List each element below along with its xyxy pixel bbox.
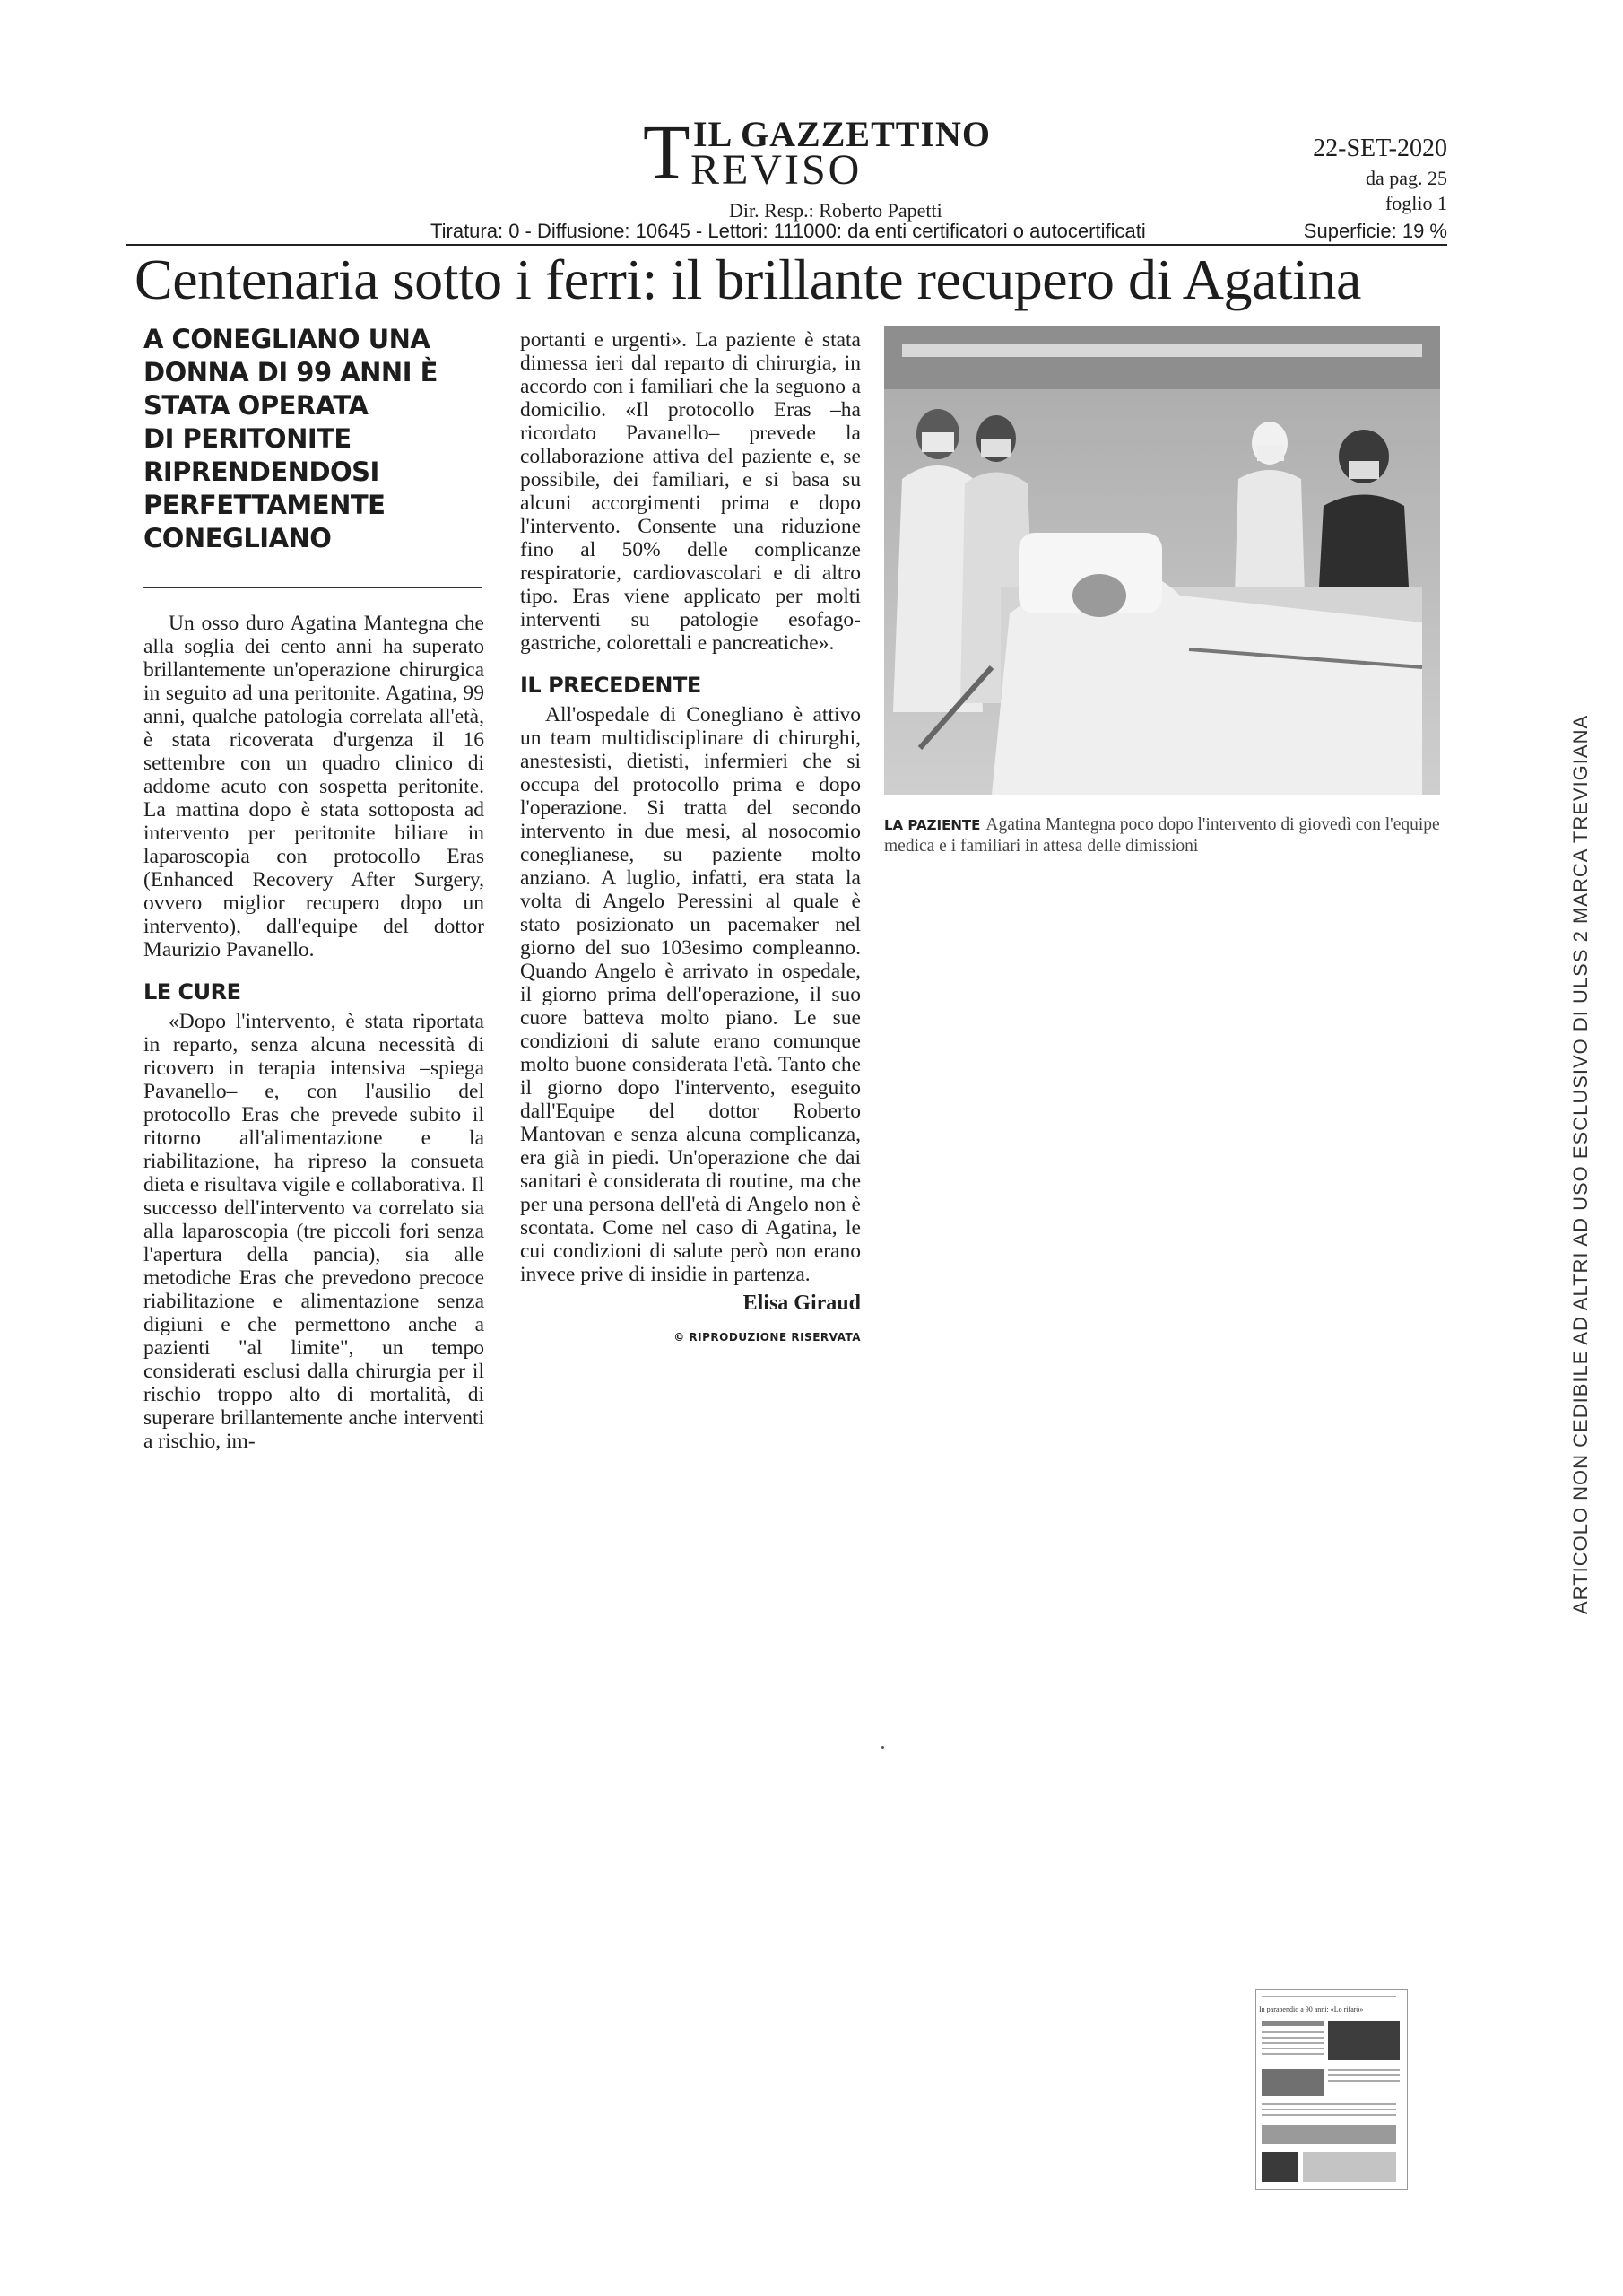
- scan-dot: [881, 1746, 884, 1749]
- body-paragraph: «Dopo l'intervento, è stata riportata in reparto, senza alcuna necessità di ricovero in terapia intensiva –spiega Pavanello– e, con l'ausilio del protocollo Eras che prevede subito il ritorno all'alimentazione e la riabilitazione, ha ripreso la consueta dieta e risultava vigile e collaborativa. Il successo dell'intervento va correlato sia alla laparoscopia (tre piccoli fori senza l'apertura della pancia), sia alle metodiche Eras che prevedono precoce riabilitazione e alimentazione senza digiuni e che permettono anche a pazienti "al limite", un tempo considerati esclusi dalla chirurgia per il rischio troppo alto di mortalità, di superare brillantemente anche interventi a rischio, im-: [143, 1010, 484, 1453]
- sheet-number: foglio 1: [1384, 192, 1447, 214]
- kicker-line: STATA OPERATA: [143, 390, 369, 421]
- caption-label: LA PAZIENTE: [884, 817, 981, 833]
- masthead-logo-initial: T: [643, 109, 689, 195]
- masthead-title: IL GAZZETTINO: [693, 114, 992, 154]
- article-column-2: [520, 328, 861, 1349]
- kicker-line: PERFETTAMENTE: [143, 490, 386, 520]
- issue-date: 22-SET-2020: [1313, 135, 1447, 162]
- thumb-photo: [1262, 2069, 1324, 2096]
- body-paragraph: Un osso duro Agatina Mantegna che alla soglia dei cento anni ha superato brillantemente un'operazione chirurgica in seguito ad una peritonite. Agatina, 99 anni, qualche patologia correlata all'età, è stata ricoverata d'urgenza il 16 settembre con un quadro clinico di addome acuto con sospetta peritonite. La mattina dopo è stata sottoposta ad intervento per peritonite biliare in laparoscopia con protocollo Eras (Enhanced Recovery After Surgery, ovvero miglior recupero dopo un intervento), dall'equipe del dottor Maurizio Pavanello.: [143, 612, 484, 961]
- thumb-rule: [1262, 1996, 1396, 1997]
- masthead-city: REVISO: [690, 146, 863, 194]
- article-headline: Centenaria sotto i ferri: il brillante recupero di Agatina: [135, 248, 1361, 311]
- thumb-text-block: [1262, 2021, 1324, 2026]
- kicker-rule: [143, 587, 482, 588]
- photo-caption: [884, 814, 1440, 857]
- page-thumbnail: [1255, 1989, 1408, 2190]
- kicker-line: DI PERITONITE: [143, 423, 352, 454]
- thumb-photo: [1328, 2021, 1400, 2060]
- thumbnail-headline: In parapendio a 90 anni: «Lo rifarò»: [1259, 2005, 1364, 2013]
- section-subhead: LE CURE: [143, 979, 241, 1004]
- caption-text: Agatina Mantegna poco dopo l'intervento di giovedì con l'equipe medica e i familiari in attesa delle dimissioni: [884, 815, 1440, 856]
- body-paragraph: portanti e urgenti». La paziente è stata dimessa ieri dal reparto di chirurgia, in accordo con i familiari che la seguono a domicilio. «Il protocollo Eras –ha ricordato Pavanello– prevede la collaborazione attiva del paziente e, se possibile, dei familiari, e si basa su alcuni accorgimenti prima e dopo l'intervento. Consente una riduzione fino al 50% delle complicanze respiratorie, cardiovascolari e di altro tipo. Eras viene applicato per molti interventi su patologie esofago-gastriche, colorettali e pancreatiche».: [520, 328, 861, 655]
- article-kicker: [143, 323, 484, 555]
- masthead-director: Dir. Resp.: Roberto Papetti: [729, 199, 942, 222]
- kicker-location: CONEGLIANO: [143, 523, 332, 553]
- section-subhead: IL PRECEDENTE: [520, 673, 701, 698]
- article-photo: [884, 326, 1440, 795]
- body-paragraph: All'ospedale di Conegliano è attivo un team multidisciplinare di chirurghi, anestesisti, dietisti, infermieri che si occupa del protocollo prima e dopo l'operazione. Si tratta del secondo intervento in due mesi, al nosocomio coneglianese, su paziente molto anziano. A luglio, infatti, era stata la volta di Angelo Peressini al quale è stato posizionato un pacemaker nel giorno del suo 103esimo compleanno. Quando Angelo è arrivato in ospedale, il giorno prima dell'operazione, il suo cuore batteva molto piano. Le sue condizioni di salute erano comunque molto buone considerata l'età. Tanto che il giorno dopo l'intervento, eseguito dall'Equipe del dottor Roberto Mantovan e senza alcuna complicanza, era già in piedi. Un'operazione che dai sanitari è considerata di routine, ma che per una persona dell'età di Angelo non è scontata. Come nel caso di Agatina, le cui condizioni di salute però non erano invece prive di insidie in partenza.: [520, 703, 861, 1286]
- kicker-line: DONNA DI 99 ANNI È: [143, 357, 438, 387]
- circulation-info: Tiratura: 0 - Diffusione: 10645 - Lettori: 111000: da enti certificatori o autocertificati: [430, 220, 1146, 242]
- page-reference: da pag. 25: [1365, 167, 1447, 189]
- kicker-line: RIPRENDENDOSI: [143, 457, 379, 487]
- hospital-photo-illustration: [884, 326, 1440, 795]
- kicker-line: A CONEGLIANO UNA: [143, 324, 430, 354]
- author-byline: Elisa Giraud: [742, 1292, 861, 1315]
- reproduction-notice: © RIPRODUZIONE RISERVATA: [673, 1331, 861, 1344]
- area-info: Superficie: 19 %: [1303, 220, 1447, 242]
- usage-notice: ARTICOLO NON CEDIBILE AD ALTRI AD USO ESCLUSIVO DI ULSS 2 MARCA TREVIGIANA: [1569, 714, 1592, 1614]
- article-column-1: [143, 612, 484, 1453]
